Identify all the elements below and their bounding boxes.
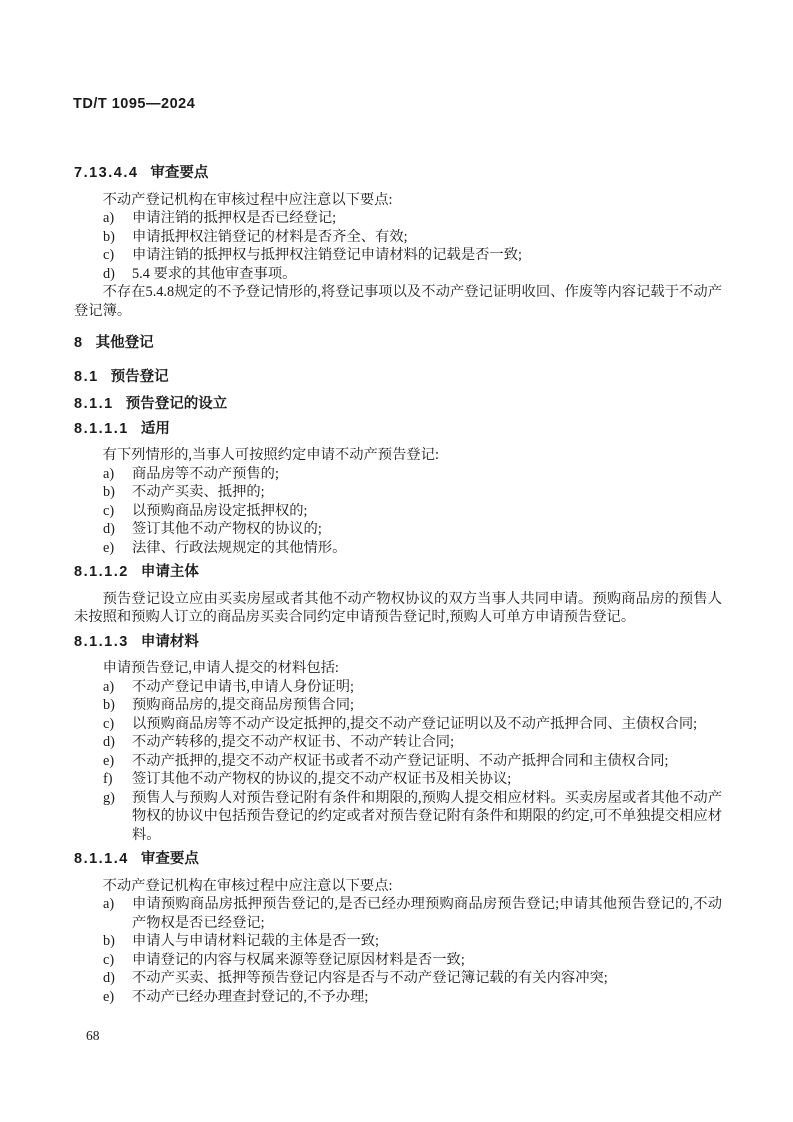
list-item-label: d): [103, 970, 115, 986]
page-number: 68: [86, 1028, 100, 1043]
list-item-text: 申请抵押权注销登记的材料是否齐全、有效;: [132, 228, 408, 245]
list-item: [74, 969, 722, 988]
list-item-text: 不动产买卖、抵押等预告登记内容是否与不动产登记簿记载的有关内容冲突;: [132, 970, 608, 986]
section-number: 8.1.1.1: [74, 420, 129, 437]
section-number: 8.1.1: [74, 396, 114, 412]
paragraph: 不存在5.4.8规定的不予登记情形的,将登记事项以及不动产登记证明收回、作废等内容记载于不动产登记簿。: [74, 284, 722, 319]
list-item: [74, 988, 722, 1007]
section-number: 8.1.1.2: [74, 564, 129, 580]
list-item-text: 以预购商品房等不动产设定抵押的,提交不动产登记证明以及不动产抵押合同、主债权合同;: [132, 715, 698, 732]
list-item-label: a): [103, 678, 115, 695]
list-item-text: 5.4 要求的其他审查事项。: [132, 265, 297, 282]
list-item: [74, 895, 722, 932]
section-title: 审查要点: [140, 851, 199, 867]
paragraph: 有下列情形的,当事人可按照约定申请不动产预告登记:: [102, 447, 439, 463]
section-heading: [74, 420, 722, 439]
section-title: 申请材料: [140, 633, 199, 650]
list-item: [74, 209, 722, 228]
list-item-text: 签订其他不动产物权的协议的;: [132, 521, 322, 537]
list-item: [74, 483, 722, 502]
list-item-text: 不动产转移的,提交不动产权证书、不动产转让合同;: [132, 734, 455, 750]
list-item-text: 申请登记的内容与权属来源等登记原因材料是否一致;: [132, 951, 465, 968]
section-heading: [74, 633, 722, 652]
list-item-text: 预售人与预购人对预告登记附有条件和期限的,预购人提交相应材料。买卖房屋或者其他不动产物权的协议中包括预告登记的约定或者对预告登记附有条件和期限的约定,可不单独提交相应材料。: [132, 789, 722, 843]
list-item-label: c): [103, 247, 115, 263]
list-item: [74, 770, 722, 789]
list-item-text: 申请注销的抵押权与抵押权注销登记申请材料的记载是否一致;: [132, 247, 522, 263]
list-item-label: f): [103, 771, 113, 787]
section-title: 预告登记: [110, 368, 169, 385]
list-item: [74, 733, 722, 752]
section-heading: [74, 850, 722, 869]
list-item: [74, 696, 722, 715]
section-number: 8.1.1.3: [74, 633, 129, 650]
list-item-label: b): [103, 697, 115, 713]
section-title: 申请主体: [140, 564, 199, 580]
list-item: [74, 951, 722, 970]
list-item-text: 申请预购商品房抵押预告登记的,是否已经办理预购商品房预告登记;申请其他预告登记的,不动产物权是否已经登记;: [132, 896, 722, 931]
list-item-text: 不动产登记申请书,申请人身份证明;: [132, 678, 354, 695]
list-item-label: e): [103, 539, 115, 556]
list-item: [74, 465, 722, 484]
list-item: [74, 789, 722, 845]
list-item: [74, 678, 722, 697]
list-item: [74, 228, 722, 247]
list-item-label: b): [103, 484, 115, 500]
section-title: 审查要点: [150, 165, 209, 181]
list-item-label: c): [103, 502, 115, 519]
paragraph: 不动产登记机构在审核过程中应注意以下要点:: [102, 877, 393, 894]
list-item-text: 签订其他不动产物权的协议的,提交不动产权证书及相关协议;: [132, 771, 512, 787]
list-item-label: c): [103, 951, 115, 968]
list-item-label: a): [103, 896, 115, 912]
section-number: 8.1: [74, 368, 99, 385]
list-item-label: c): [103, 715, 115, 732]
section-number: 8.1.1.4: [74, 851, 129, 867]
section-title: 预告登记的设立: [125, 396, 228, 412]
list-item: [74, 246, 722, 265]
list-item-text: 商品房等不动产预售的;: [132, 465, 279, 482]
list-item: [74, 715, 722, 734]
section-title: 其他登记: [95, 335, 154, 351]
section-number: 7.13.4.4: [74, 165, 139, 181]
list-item-text: 不动产抵押的,提交不动产权证书或者不动产登记证明、不动产抵押合同和主债权合同;: [132, 752, 669, 769]
list-item: [74, 265, 722, 284]
list-item: [74, 502, 722, 521]
doc-number-header: TD/T 1095—2024: [73, 96, 196, 112]
list-item-text: 申请人与申请材料记载的主体是否一致;: [132, 933, 380, 949]
list-item-text: 以预购商品房设定抵押权的;: [132, 502, 308, 519]
section-heading: [74, 395, 722, 414]
list-item-label: b): [103, 933, 115, 949]
list-item: [74, 520, 722, 539]
list-item-text: 预购商品房的,提交商品房预售合同;: [132, 697, 354, 713]
page-content: [74, 0, 722, 1006]
list-item-label: d): [103, 265, 115, 282]
list-item-label: a): [103, 210, 115, 226]
list-item-label: d): [103, 734, 115, 750]
paragraph: 预告登记设立应由买卖房屋或者其他不动产物权协议的双方当事人共同申请。预购商品房的预售人未按照和预购人订立的商品房买卖合同约定申请预告登记时,预购人可单方申请预告登记。: [74, 590, 722, 625]
section-heading: [74, 368, 722, 387]
section-heading: [74, 164, 722, 183]
list-item-label: g): [103, 789, 115, 806]
list-item-text: 不动产已经办理查封登记的,不予办理;: [132, 988, 369, 1005]
list-item-text: 法律、行政法规规定的其他情形。: [132, 539, 347, 556]
list-item-label: e): [103, 988, 115, 1005]
section-number: 8: [74, 335, 84, 351]
list-item: [74, 539, 722, 558]
list-item-label: b): [103, 228, 115, 245]
list-item: [74, 752, 722, 771]
section-heading: [74, 334, 722, 353]
list-item: [74, 932, 722, 951]
section-heading: [74, 563, 722, 582]
paragraph: 不动产登记机构在审核过程中应注意以下要点:: [102, 191, 393, 208]
list-item-text: 申请注销的抵押权是否已经登记;: [132, 210, 337, 226]
paragraph: 申请预告登记,申请人提交的材料包括:: [102, 660, 339, 676]
list-item-text: 不动产买卖、抵押的;: [132, 484, 265, 500]
list-item-label: e): [103, 752, 115, 769]
section-title: 适用: [140, 420, 170, 437]
list-item-label: a): [103, 465, 115, 482]
list-item-label: d): [103, 521, 115, 537]
